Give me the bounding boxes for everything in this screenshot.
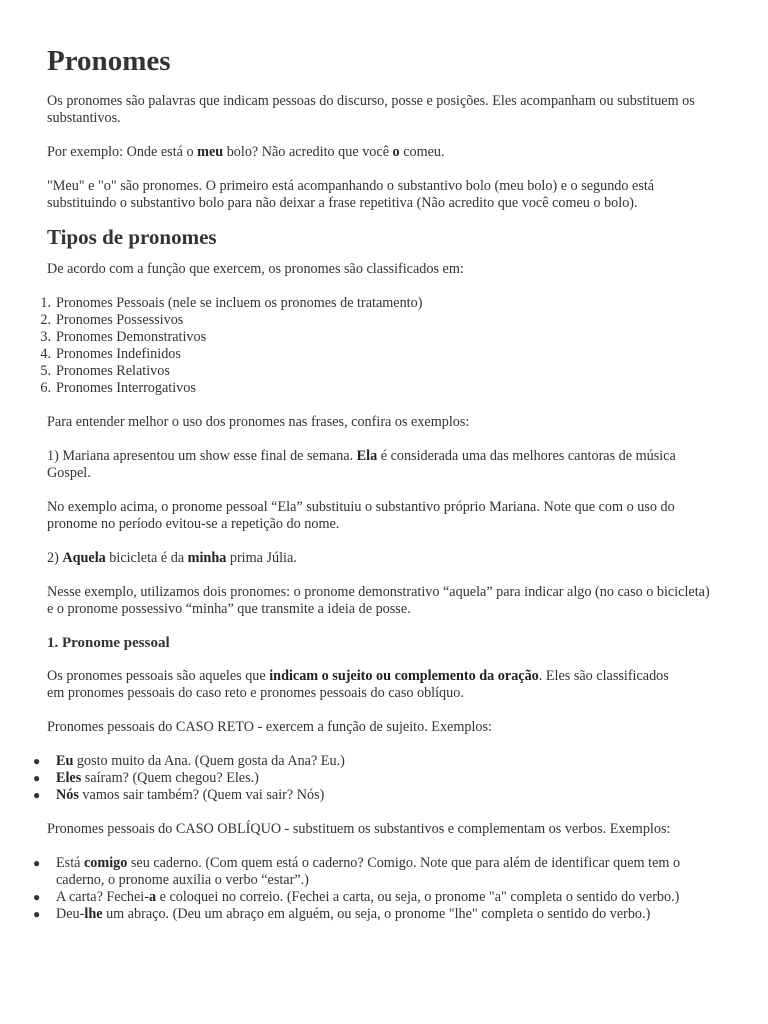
list-item (33, 889, 716, 906)
pessoal-text: Os pronomes pessoais são aqueles que (47, 668, 270, 684)
section-heading-tipos: Tipos de pronomes (47, 225, 217, 249)
example-text: 2) (47, 550, 63, 566)
list-number: 5. (40, 363, 51, 379)
bullet-icon: ● (33, 771, 41, 785)
bullet-icon: ● (33, 754, 41, 768)
example-text: é considerada uma das melhores cantoras de música Gospel. (47, 448, 676, 481)
explanation-paragraph: "Meu" e "o" são pronomes. O primeiro está acompanhando o substantivo bolo (meu bolo) e o segundo está substituindo o substantivo bolo para não deixar a frase repetitiva (Não acredito que você comeu o bolo). (47, 178, 655, 211)
reto-lead: Pronomes pessoais do CASO RETO - exercem a função de sujeito. Exemplos: (47, 719, 492, 735)
list-item-text: Pronomes Interrogativos (56, 380, 196, 396)
list-item (40, 329, 727, 346)
list-item (40, 363, 727, 380)
list-item-text: seu caderno. (Com quem está o caderno? Comigo. Note que para além de identificar quem tem o caderno, o pronome auxilia o verbo “estar”.) (56, 855, 681, 888)
example-text: 1) Mariana apresentou um show esse final de semana. (47, 448, 357, 464)
example-bold-minha: minha (187, 550, 227, 566)
example-text: prima Júlia. (226, 550, 297, 566)
list-item-bold: Eles (56, 770, 82, 786)
list-number: 1. (40, 295, 51, 311)
list-item-text: gosto muito da Ana. (Quem gosta da Ana? Eu.) (73, 753, 345, 769)
list-item-bold: a (148, 889, 157, 905)
list-item (40, 380, 727, 397)
bullet-icon: ● (33, 856, 41, 870)
list-item-text: saíram? (Quem chegou? Eles.) (81, 770, 259, 786)
list-item-text: Está (56, 855, 84, 871)
example-2-note: Nesse exemplo, utilizamos dois pronomes: o pronome demonstrativo “aquela” para indicar algo (no caso o bicicleta) e o pronome possessivo “minha” que transmite a ideia de posse. (47, 584, 710, 617)
list-item (33, 855, 716, 889)
list-item (40, 346, 727, 363)
reto-list (33, 753, 727, 804)
tipos-lead: De acordo com a função que exercem, os pronomes são classificados em: (47, 261, 464, 277)
bullet-icon: ● (33, 907, 41, 921)
list-number: 6. (40, 380, 51, 396)
example-paragraph (47, 144, 727, 161)
list-item (33, 906, 716, 923)
list-number: 3. (40, 329, 51, 345)
tipos-list (40, 295, 727, 397)
list-item (40, 295, 727, 312)
list-item-text: um abraço. (Deu um abraço em alguém, ou seja, o pronome "lhe" completa o sentido do verbo.) (102, 906, 651, 922)
example-bold-meu: meu (197, 144, 224, 160)
section-heading-pessoal: 1. Pronome pessoal (47, 635, 170, 651)
list-item-bold: lhe (84, 906, 103, 922)
example-text: comeu. (399, 144, 445, 160)
example-2 (47, 550, 727, 567)
list-item-text: Pronomes Demonstrativos (56, 329, 207, 345)
pessoal-intro (47, 668, 677, 702)
example-bold-ela: Ela (356, 448, 378, 464)
list-item-text: e coloquei no correio. (Fechei a carta, ou seja, o pronome "a" completa o sentido do verbo.) (156, 889, 680, 905)
list-item (40, 312, 727, 329)
list-item (33, 753, 727, 770)
list-item-text: Pronomes Indefinidos (56, 346, 181, 362)
list-item-bold: Eu (56, 753, 74, 769)
example-text: Por exemplo: Onde está o (47, 144, 198, 160)
list-item (33, 770, 727, 787)
example-bold-o: o (392, 144, 400, 160)
pessoal-text: . Eles são classificados em pronomes pessoais do caso reto e pronomes pessoais do caso oblíquo. (47, 668, 669, 701)
examples-lead: Para entender melhor o uso dos pronomes nas frases, confira os exemplos: (47, 414, 470, 430)
list-number: 2. (40, 312, 51, 328)
list-item-text: Deu- (56, 906, 85, 922)
obliquo-list (33, 855, 716, 923)
list-item-bold: comigo (83, 855, 128, 871)
list-item-text: Pronomes Pessoais (nele se incluem os pronomes de tratamento) (56, 295, 423, 311)
list-item-text: A carta? Fechei- (56, 889, 149, 905)
obliquo-lead: Pronomes pessoais do CASO OBLÍQUO - substituem os substantivos e complementam os verbos. Exemplos: (47, 821, 671, 837)
list-item-text: vamos sair também? (Quem vai sair? Nós) (78, 787, 325, 803)
intro-paragraph: Os pronomes são palavras que indicam pessoas do discurso, posse e posições. Eles acompanham ou substituem os substantivos. (47, 93, 695, 126)
list-number: 4. (40, 346, 51, 362)
example-text: bolo? Não acredito que você (223, 144, 393, 160)
page-title: Pronomes (47, 45, 171, 77)
list-item-text: Pronomes Relativos (56, 363, 170, 379)
list-item-bold: Nós (56, 787, 79, 803)
example-1 (47, 448, 707, 482)
pessoal-bold: indicam o sujeito ou complemento da oração (269, 668, 539, 684)
example-1-note: No exemplo acima, o pronome pessoal “Ela” substituiu o substantivo próprio Mariana. Note que com o uso do pronome no período evitou-se a repetição do nome. (47, 499, 675, 532)
bullet-icon: ● (33, 890, 41, 904)
list-item-text: Pronomes Possessivos (56, 312, 184, 328)
bullet-icon: ● (33, 788, 41, 802)
example-bold-aquela: Aquela (62, 550, 106, 566)
list-item (33, 787, 727, 804)
example-text: bicicleta é da (105, 550, 188, 566)
